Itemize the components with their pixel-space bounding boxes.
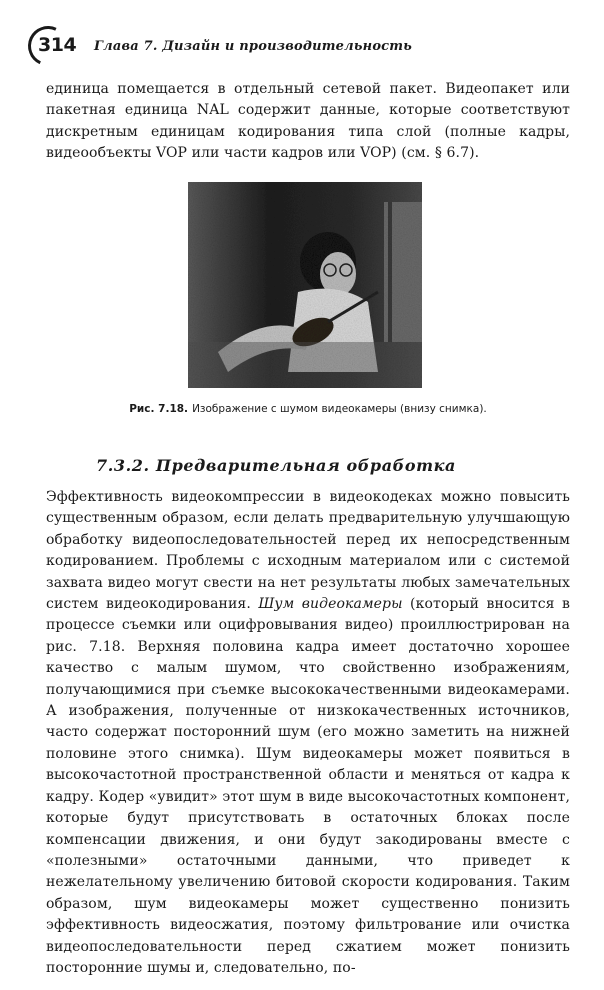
page-number: 314 <box>38 34 77 56</box>
figure-caption-text: Изображение с шумом видеокамеры (внизу снимка). <box>192 403 487 415</box>
paragraph-text-part1: Эффективность видеокомпрессии в видеокодеках можно повысить существенным образом, если делать предварительную улучшающую обработку видеопоследовательностей перед их непосредственным кодированием. Проблемы с исходным материалом или с системой захвата видео могут свести на нет результаты любых замечательных систем видеокодирования. <box>46 489 570 613</box>
figure-label: Рис. 7.18. <box>129 403 189 415</box>
paragraph-continuation: единица помещается в отдельный сетевой пакет. Видеопакет или пакетная единица NAL содержит данные, которые соответствуют дискретным единицам кодирования типа слой (полные кадры, видеообъекты VOP или части кадров или VOP) (см. § 6.7). <box>46 81 570 162</box>
paragraph-text-part2: (который вносится в процессе съемки или оцифровывания видео) проиллюстрирован на рис. 7.18. Верхняя половина кадра имеет достаточно хорошее качество с малым шумом, что свойственно изображениям, получающимися при съемке высококачественными видеокамерами. А изображения, полученные от низкокачественных источников, часто содержат посторонний шум (его можно заметить на нижней половине этого снимка). Шум видеокамеры может появиться в высокочастотной пространственной области и меняться от кадра к кадру. Кодер «увидит» этот шум в виде высокочастотных компонент, которые будут присутствовать в остаточных блоках после компенсации движения, и они будут закодированы вместе с «полезными» остаточными данными, что приведет к нежелательному увеличению битовой скорости кодирования. Таким образом, шум видеокамеры может существенно понизить эффективность видеосжатия, поэтому фильтрование или очистка видеопоследовательности перед сжатием может понизить посторонние шумы и, следовательно, по- <box>46 596 570 976</box>
figure-caption <box>46 403 570 415</box>
emphasized-term: Шум видеокамеры <box>258 596 403 613</box>
running-head-title: Глава 7. Дизайн и производительность <box>94 39 413 54</box>
section-heading: 7.3.2. Предварительная обработка <box>96 456 457 475</box>
page-header <box>28 26 588 66</box>
figure-7-18-photo <box>188 182 422 388</box>
paragraph-preprocessing <box>46 487 570 979</box>
noisy-video-frame-image <box>188 182 422 388</box>
